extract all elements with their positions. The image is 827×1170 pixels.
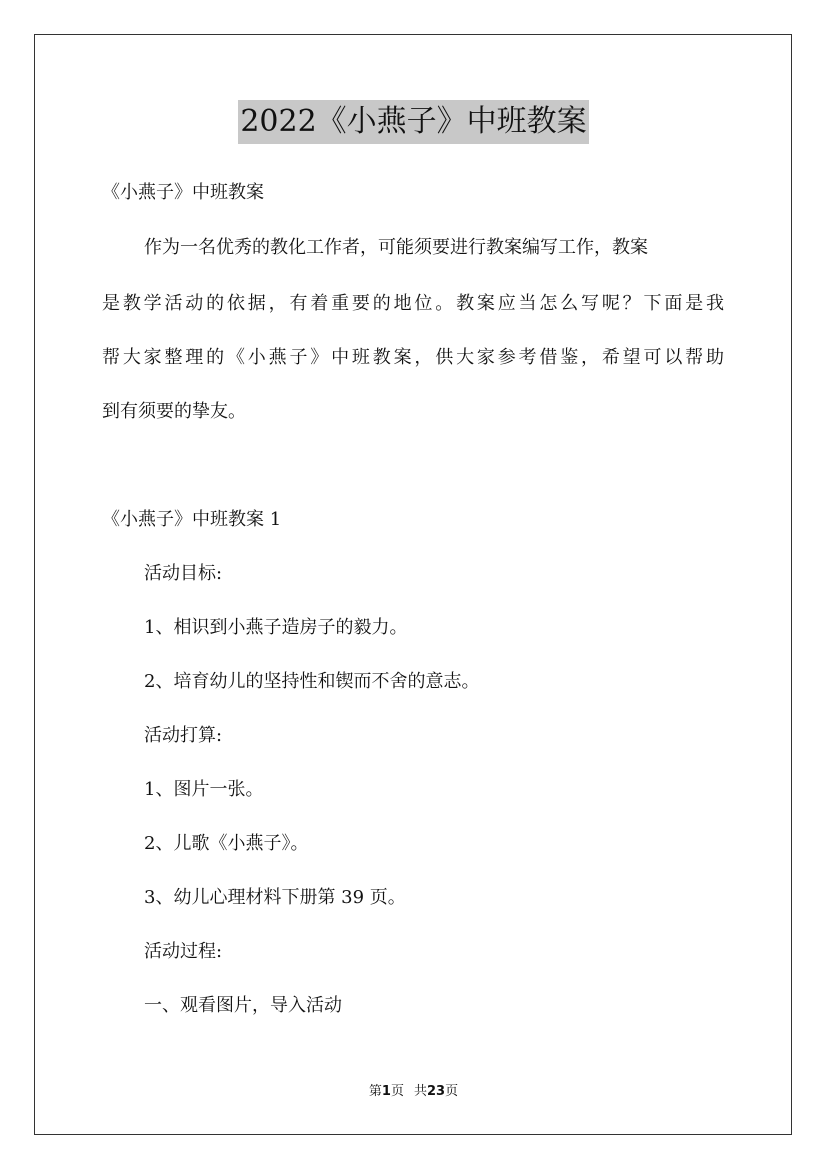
- footer-total-suffix: 页: [445, 1084, 459, 1099]
- section-item-prep-3: 3、幼儿心理材料下册第 39 页。: [144, 887, 406, 908]
- section-item-goal-2: 2、培育幼儿的坚持性和锲而不舍的意志。: [144, 671, 480, 692]
- footer-page-number: 1: [381, 1084, 391, 1099]
- intro-line-1: 作为一名优秀的教化工作者，可能须要进行教案编写工作，教案: [144, 237, 648, 258]
- section-item-prep-2: 2、儿歌《小燕子》。: [144, 833, 309, 854]
- document-subtitle: 《小燕子》中班教案: [102, 182, 264, 203]
- section-heading: 《小燕子》中班教案 1: [102, 509, 282, 530]
- section-item-activity-prep: 活动打算:: [144, 725, 223, 746]
- section-item-prep-1: 1、图片一张。: [144, 779, 264, 800]
- document-title-text: 2022《小燕子》中班教案: [238, 100, 588, 144]
- section-item-process-1: 一、观看图片，导入活动: [144, 995, 342, 1016]
- intro-line-2: 是教学活动的依据，有着重要的地位。教案应当怎么写呢？下面是我: [102, 293, 724, 314]
- footer-total-prefix: 共: [413, 1084, 427, 1099]
- page-footer: [0, 1083, 827, 1101]
- footer-total-pages: 23: [426, 1084, 446, 1099]
- footer-page-prefix: 第: [368, 1084, 382, 1099]
- section-item-activity-goals: 活动目标:: [144, 563, 223, 584]
- section-item-activity-process: 活动过程:: [144, 941, 223, 962]
- intro-line-4: 到有须要的挚友。: [102, 401, 246, 422]
- document-title: [0, 100, 827, 144]
- intro-line-3: 帮大家整理的《小燕子》中班教案，供大家参考借鉴，希望可以帮助: [102, 347, 724, 368]
- section-item-goal-1: 1、相识到小燕子造房子的毅力。: [144, 617, 408, 638]
- footer-page-suffix: 页: [390, 1084, 404, 1099]
